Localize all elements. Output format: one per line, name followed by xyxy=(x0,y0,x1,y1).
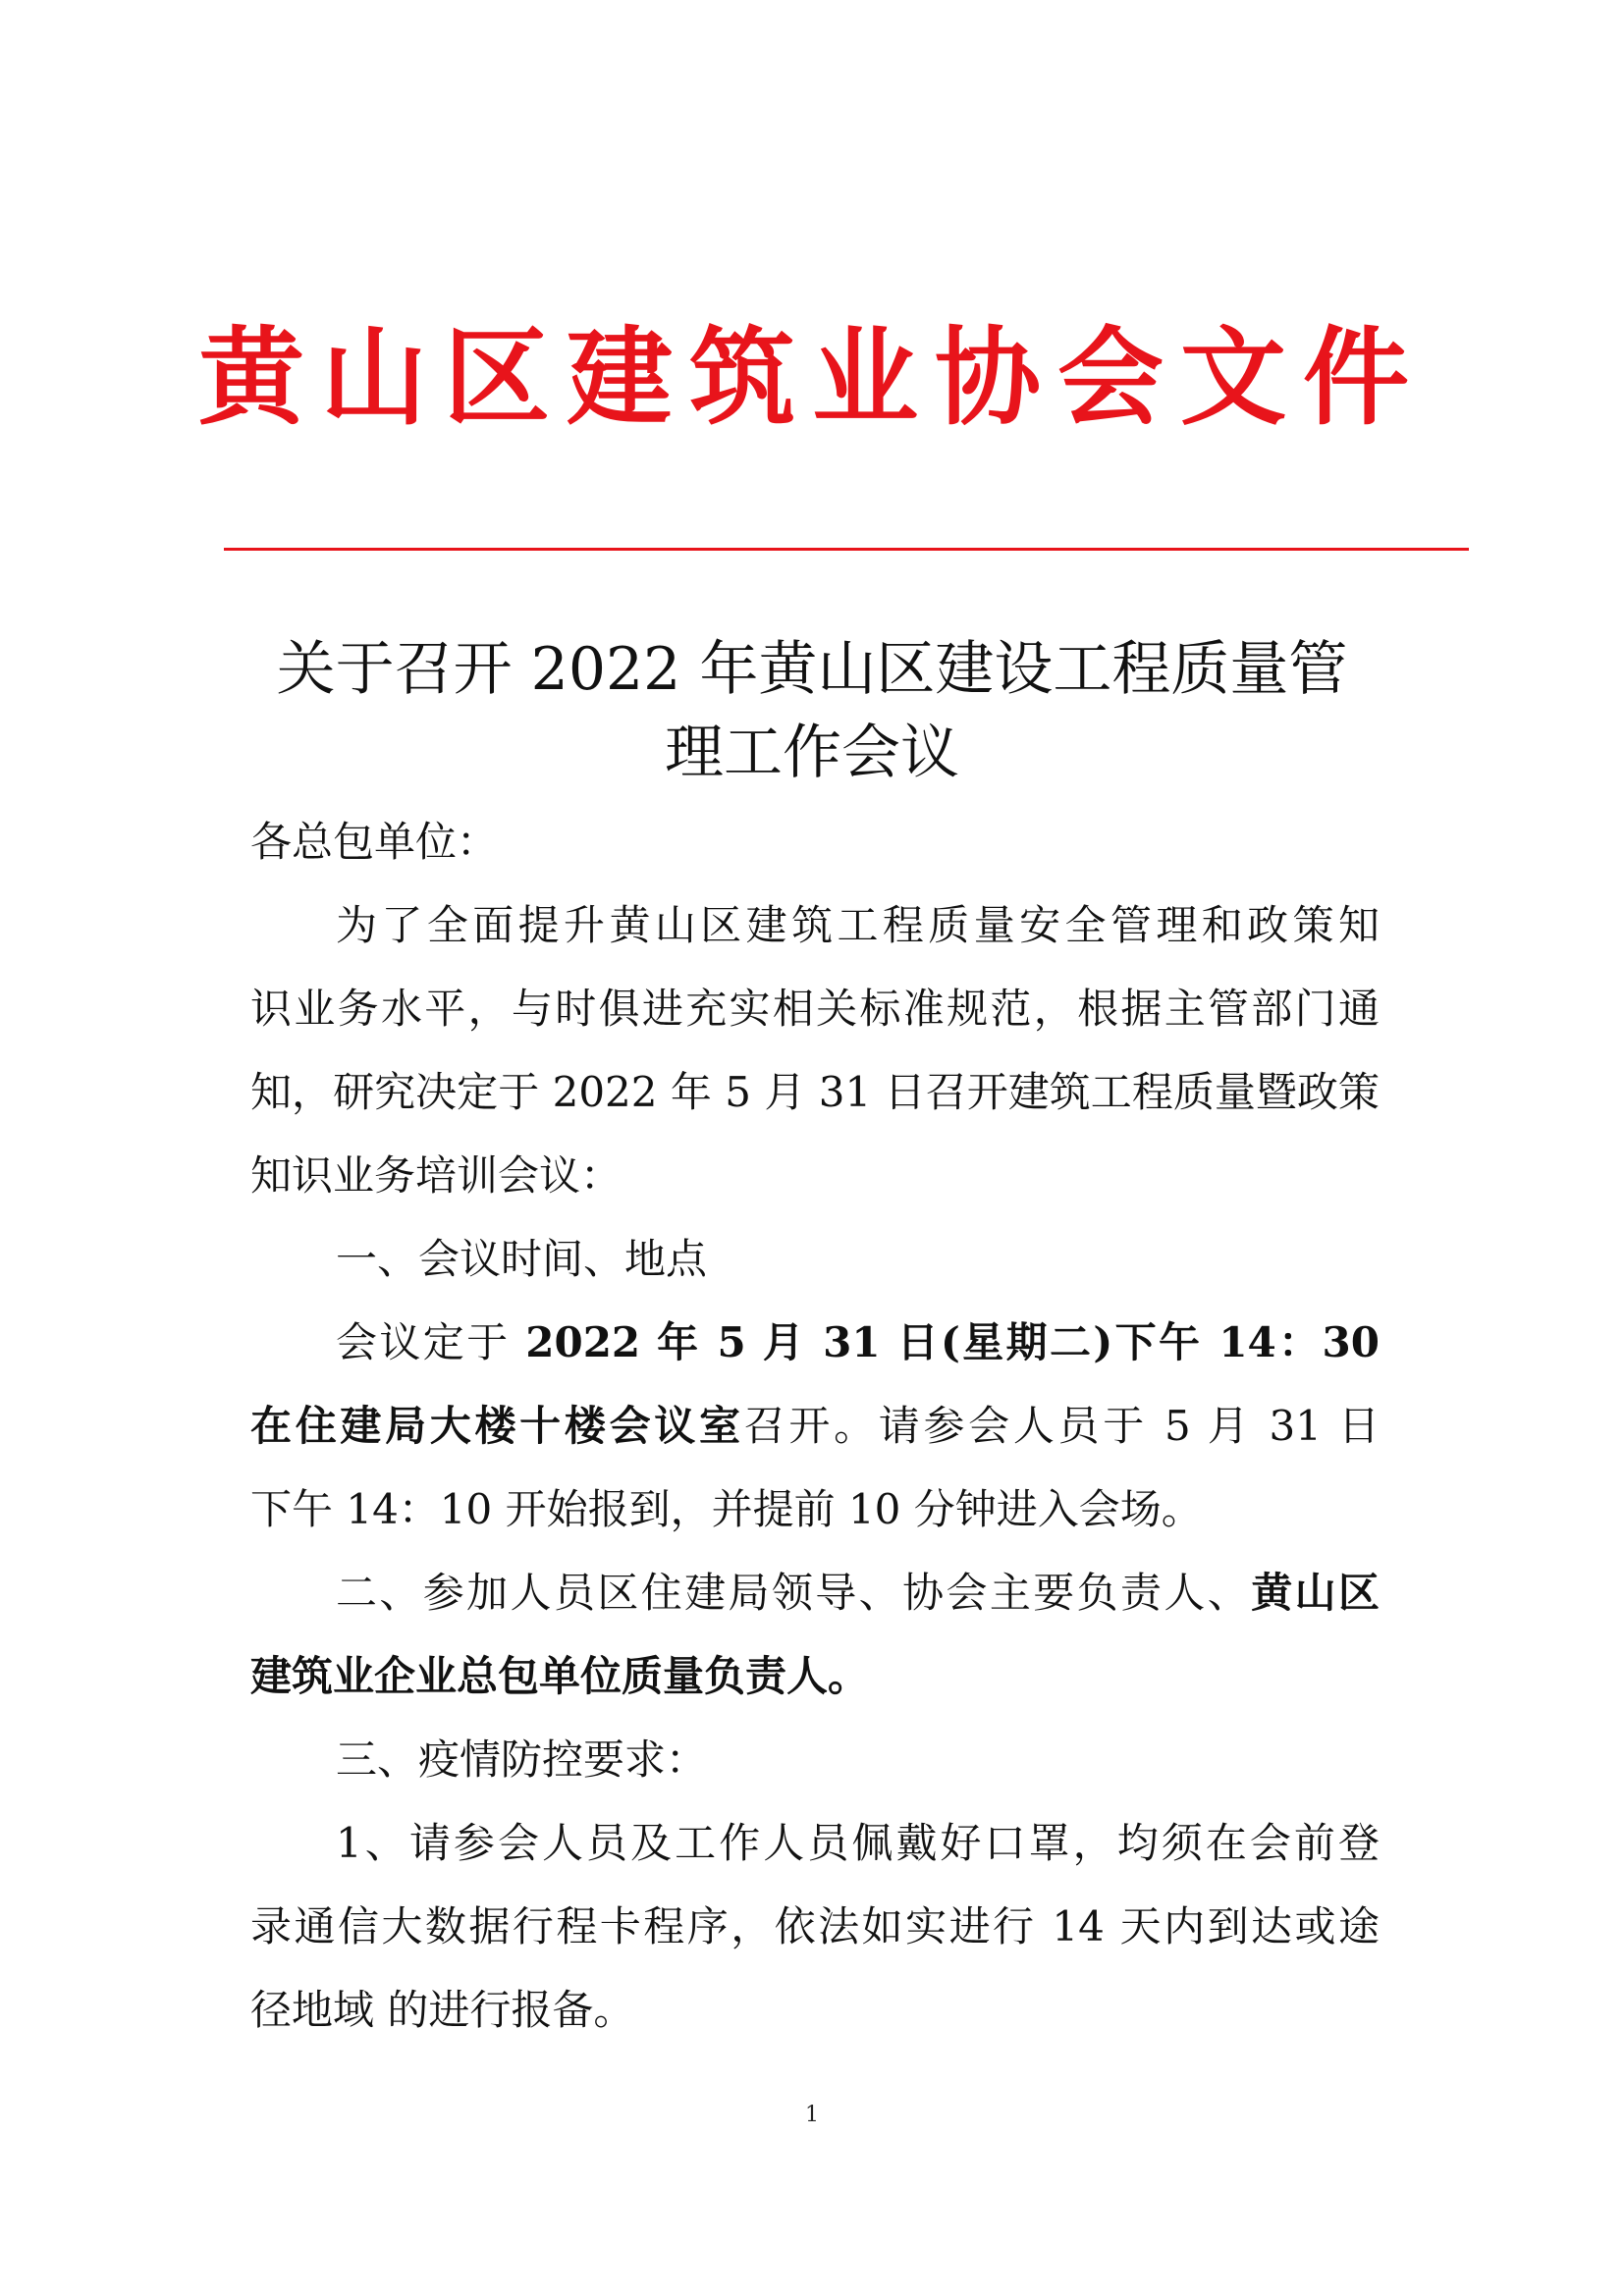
paragraph-line: 为了全面提升黄山区建筑工程质量安全管理和政策知 xyxy=(336,901,1380,949)
paragraph-line: 1、请参会人员及工作人员佩戴好口罩，均须在会前登 xyxy=(336,1819,1380,1867)
meeting-location: 在住建局大楼十楼会议室 xyxy=(250,1402,744,1450)
paragraph-line xyxy=(336,1313,1380,1372)
meeting-instructions: 召开。请参会人员于 5 月 31 日 xyxy=(743,1402,1380,1450)
paragraph-line xyxy=(250,1397,1380,1456)
document-title-line-1: 关于召开 2022 年黄山区建设工程质量管 xyxy=(276,635,1348,704)
document-title-line-2: 理工作会议 xyxy=(665,719,959,787)
page-number: 1 xyxy=(805,2103,819,2127)
paragraph-line: 下午 14：10 开始报到，并提前 10 分钟进入会场。 xyxy=(250,1485,1203,1533)
paragraph-line: 建筑业企业总包单位质量负责人。 xyxy=(250,1652,870,1700)
document-header-title: 黄山区建筑业协会文件 xyxy=(197,316,1426,440)
paragraph-line: 知识业务培训会议： xyxy=(250,1151,623,1200)
participants-text: 二、参加人员区住建局领导、协会主要负责人、 xyxy=(336,1569,1252,1617)
meeting-date-time: 2022 年 5 月 31 日(星期二)下午 14：30 xyxy=(525,1318,1380,1366)
meeting-label: 会议定于 xyxy=(336,1318,511,1366)
paragraph-line xyxy=(336,1564,1380,1623)
participants-emphasis: 黄山区 xyxy=(1251,1569,1380,1617)
paragraph-line: 识业务水平，与时俱进充实相关标准规范，根据主管部门通 xyxy=(250,985,1380,1033)
paragraph-line: 录通信大数据行程卡程序，依法如实进行 14 天内到达或途 xyxy=(250,1902,1380,1950)
red-divider-line xyxy=(224,548,1469,551)
section-heading-epidemic-control: 三、疫情防控要求： xyxy=(336,1735,708,1784)
section-heading-time-location: 一、会议时间、地点 xyxy=(336,1235,708,1283)
paragraph-line: 径地域 的进行报备。 xyxy=(250,1986,635,2034)
salutation: 各总包单位： xyxy=(250,818,499,866)
paragraph-line: 知，研究决定于 2022 年 5 月 31 日召开建筑工程质量暨政策 xyxy=(250,1068,1380,1116)
